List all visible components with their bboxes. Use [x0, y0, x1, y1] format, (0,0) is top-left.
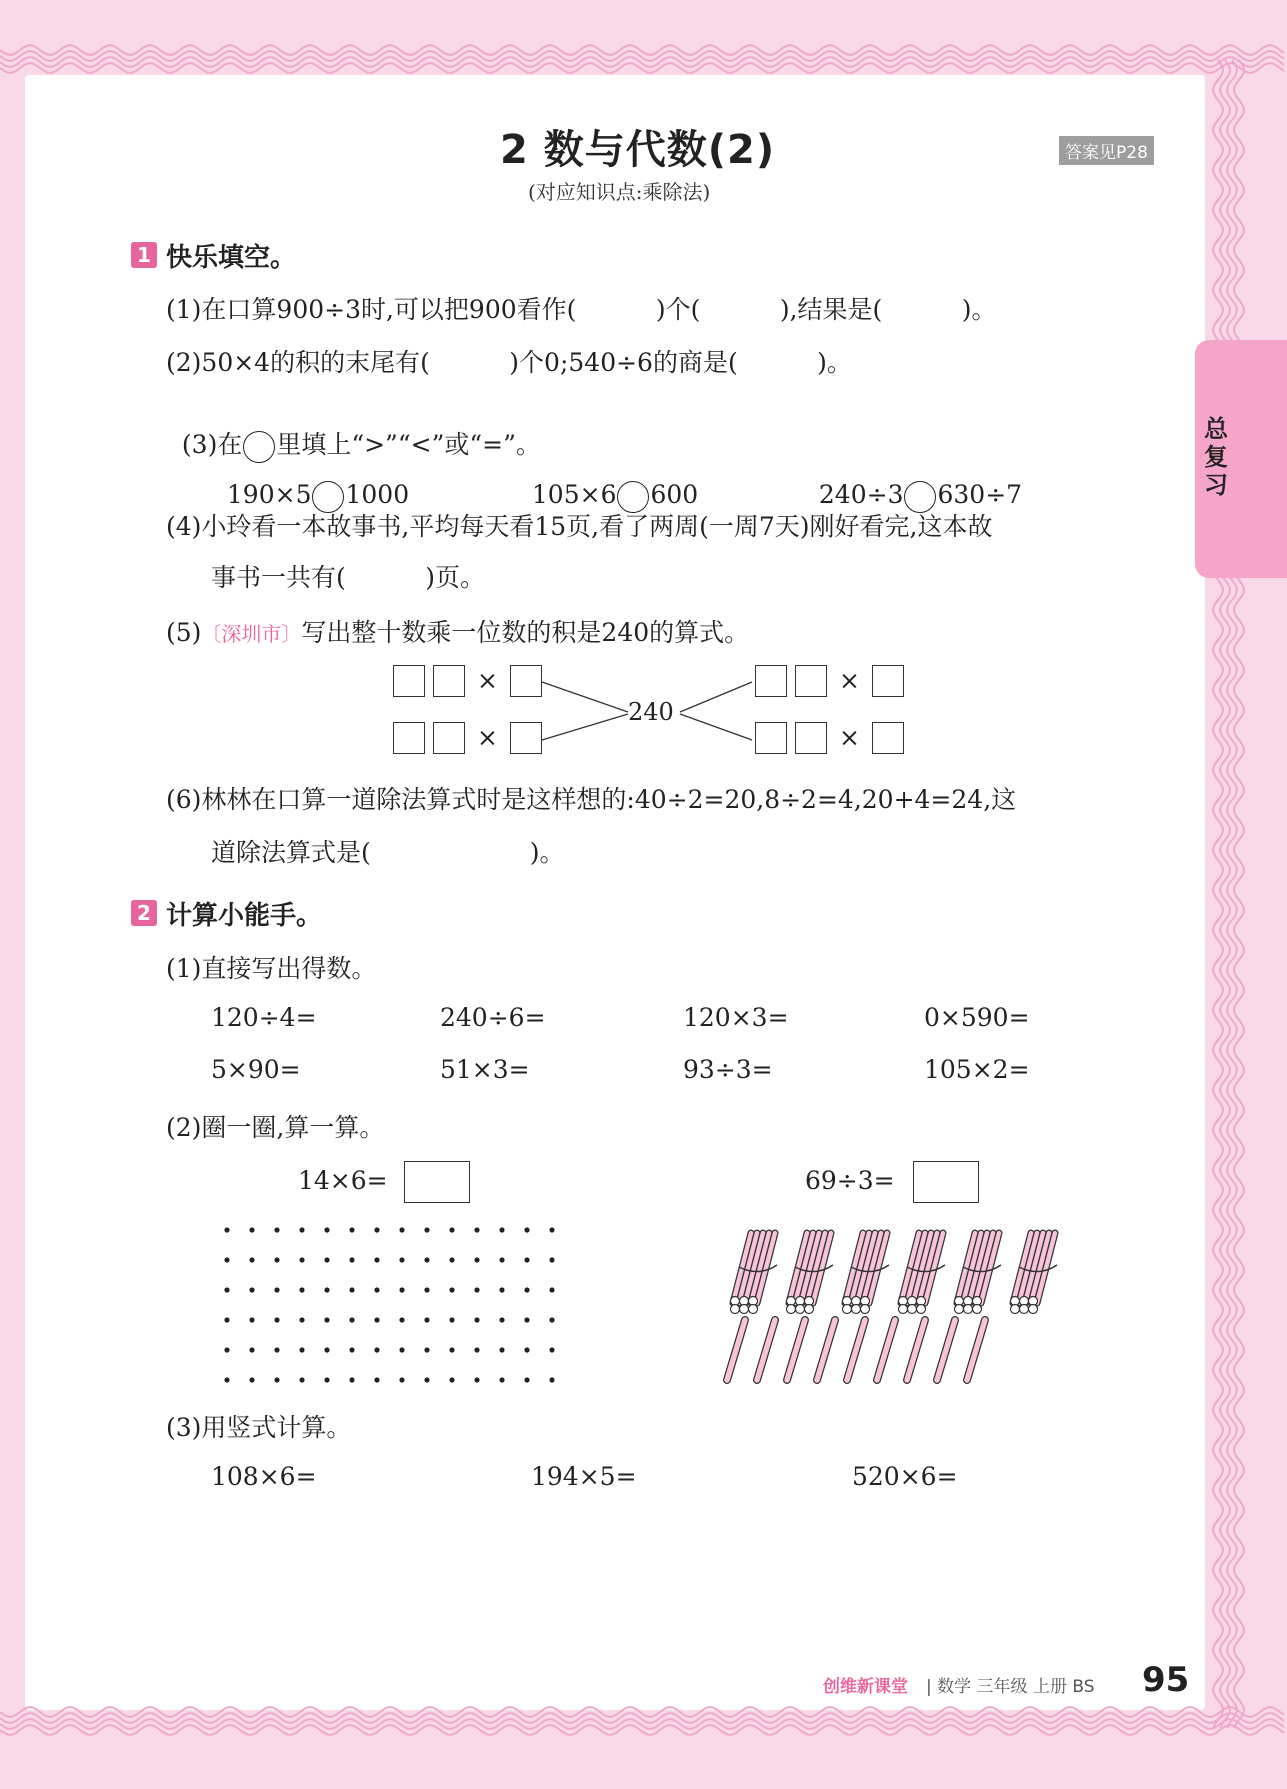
digit-box[interactable] [510, 665, 542, 697]
question-1-1: (1)在口算900÷3时,可以把900看作( )个( ),结果是( )。 [166, 295, 997, 324]
dot [399, 1287, 404, 1292]
question-1-3-prefix: (3)在 [181, 430, 243, 459]
footer-brand: 创维新课堂 [823, 1677, 908, 1697]
times-sign: × [839, 666, 860, 695]
direct-item: 120÷4= [211, 1003, 317, 1032]
compare-item-2 [516, 451, 698, 513]
question-1-4-line2: 事书一共有( )页。 [211, 563, 485, 592]
single-stick [787, 1320, 805, 1380]
direct-item: 93÷3= [683, 1055, 773, 1084]
dot [424, 1347, 429, 1352]
dot [324, 1227, 329, 1232]
dot [349, 1257, 354, 1262]
answer-reference-badge: 答案见P28 [1059, 136, 1154, 165]
digit-box[interactable] [393, 722, 425, 754]
dot [474, 1317, 479, 1322]
dot [499, 1227, 504, 1232]
question-1-4-line1: (4)小玲看一本故事书,平均每天看15页,看了两周(一周7天)刚好看完,这本故 [166, 512, 993, 541]
dot [274, 1347, 279, 1352]
question-1-2: (2)50×4的积的末尾有( )个0;540÷6的商是( )。 [166, 348, 852, 377]
digit-box[interactable] [393, 665, 425, 697]
dot [224, 1317, 229, 1322]
question-1-5-prefix: (5) [166, 618, 202, 647]
direct-item: 5×90= [211, 1055, 301, 1084]
dot [549, 1287, 554, 1292]
dot [274, 1317, 279, 1322]
dot [499, 1287, 504, 1292]
single-stick [757, 1320, 775, 1380]
dot [349, 1377, 354, 1382]
digit-box[interactable] [433, 722, 465, 754]
dot [299, 1227, 304, 1232]
circle-right-equation: 69÷3= [805, 1166, 895, 1195]
dot [299, 1287, 304, 1292]
footer-info: | 数学 三年级 上册 BS [926, 1677, 1095, 1697]
section-1-number: 1 [131, 242, 157, 268]
times-sign: × [477, 723, 498, 752]
dot [349, 1317, 354, 1322]
stick-bundle [899, 1233, 946, 1314]
dot [424, 1227, 429, 1232]
section-2-title: 计算小能手。 [166, 901, 323, 931]
dot [449, 1317, 454, 1322]
dot [249, 1347, 254, 1352]
dot [224, 1227, 229, 1232]
dot [374, 1227, 379, 1232]
dot [449, 1287, 454, 1292]
dot [324, 1377, 329, 1382]
single-stick [877, 1320, 895, 1380]
dot [374, 1317, 379, 1322]
page-title: 2 数与代数(2) [500, 127, 776, 173]
connector-line [542, 682, 628, 712]
dot [549, 1257, 554, 1262]
dot [424, 1257, 429, 1262]
dot [399, 1227, 404, 1232]
digit-box[interactable] [510, 722, 542, 754]
dot [349, 1227, 354, 1232]
direct-item: 51×3= [440, 1055, 530, 1084]
region-tag: 〔深圳市〕 [201, 622, 302, 646]
question-1-6-line1: (6)林林在口算一道除法算式时是这样想的:40÷2=20,8÷2=4,20+4=24,这 [166, 785, 1017, 814]
side-tab-label: 总复习 [1204, 415, 1228, 499]
dot [549, 1377, 554, 1382]
sticks-illustration [715, 1225, 1075, 1390]
dot [249, 1377, 254, 1382]
dot [274, 1257, 279, 1262]
diagram-center-value: 240 [628, 698, 674, 726]
dot [474, 1257, 479, 1262]
dot [274, 1287, 279, 1292]
dot [249, 1227, 254, 1232]
single-stick [937, 1320, 955, 1380]
dot [374, 1377, 379, 1382]
dot [524, 1317, 529, 1322]
section-1-title: 快乐填空。 [166, 243, 297, 273]
question-1-5 [166, 613, 749, 649]
dot [499, 1317, 504, 1322]
dot [449, 1377, 454, 1382]
dot [549, 1347, 554, 1352]
compare-item-1 [211, 451, 409, 513]
compare-right: 600 [650, 480, 699, 509]
dot [524, 1227, 529, 1232]
dot [324, 1287, 329, 1292]
dot [424, 1377, 429, 1382]
dot [299, 1317, 304, 1322]
dot [249, 1287, 254, 1292]
dot [349, 1287, 354, 1292]
dot [424, 1317, 429, 1322]
single-stick [907, 1320, 925, 1380]
dot [274, 1377, 279, 1382]
dot [499, 1377, 504, 1382]
dot [249, 1257, 254, 1262]
stick-bundle [1011, 1233, 1058, 1314]
digit-box[interactable] [872, 665, 904, 697]
dot [224, 1377, 229, 1382]
dot [449, 1257, 454, 1262]
times-sign: × [477, 666, 498, 695]
dot [374, 1287, 379, 1292]
digit-box[interactable] [433, 665, 465, 697]
digit-box[interactable] [795, 665, 827, 697]
dot [224, 1347, 229, 1352]
connector-line [680, 682, 752, 712]
question-2-2: (2)圈一圈,算一算。 [166, 1113, 385, 1142]
dot [524, 1377, 529, 1382]
single-stick [967, 1320, 985, 1380]
direct-item: 240÷6= [440, 1003, 546, 1032]
dot [399, 1347, 404, 1352]
question-1-3-tail: 里填上“>”“<”或“=”。 [276, 430, 541, 459]
stick-bundle [955, 1233, 1002, 1314]
dot [524, 1287, 529, 1292]
compare-left: 190×5 [226, 480, 312, 509]
question-1-6-line2: 道除法算式是( )。 [211, 838, 565, 867]
dot [299, 1377, 304, 1382]
digit-box[interactable] [755, 722, 787, 754]
direct-item: 105×2= [924, 1055, 1030, 1084]
dot [224, 1257, 229, 1262]
dot [374, 1257, 379, 1262]
vertical-item: 108×6= [211, 1462, 317, 1491]
dot [324, 1257, 329, 1262]
dot [224, 1287, 229, 1292]
dot [474, 1347, 479, 1352]
digit-box[interactable] [795, 722, 827, 754]
dot [449, 1227, 454, 1232]
circle-left-equation: 14×6= [298, 1166, 388, 1195]
dot [499, 1257, 504, 1262]
digit-box[interactable] [872, 722, 904, 754]
digit-box[interactable] [755, 665, 787, 697]
answer-box[interactable] [404, 1161, 470, 1203]
dot [324, 1347, 329, 1352]
dot [524, 1347, 529, 1352]
dot [449, 1347, 454, 1352]
dot [524, 1257, 529, 1262]
compare-right: 630÷7 [937, 480, 1023, 509]
dot [399, 1257, 404, 1262]
single-stick [727, 1320, 745, 1380]
section-2-number: 2 [131, 900, 157, 926]
compare-item-3 [803, 451, 1022, 513]
dot [424, 1287, 429, 1292]
vertical-item: 520×6= [852, 1462, 958, 1491]
compare-right: 1000 [345, 480, 410, 509]
stick-bundle [843, 1233, 890, 1314]
dot-array [215, 1220, 575, 1390]
connector-line [542, 714, 628, 740]
question-1-5-text: 写出整十数乘一位数的积是240的算式。 [301, 618, 750, 647]
dot [324, 1317, 329, 1322]
question-2-3: (3)用竖式计算。 [166, 1413, 352, 1442]
stick-bundle [787, 1233, 834, 1314]
dot [499, 1347, 504, 1352]
single-stick [847, 1320, 865, 1380]
direct-item: 0×590= [924, 1003, 1030, 1032]
dot [299, 1257, 304, 1262]
dot [349, 1347, 354, 1352]
stick-bundle [731, 1233, 778, 1314]
dot [549, 1227, 554, 1232]
compare-left: 240÷3 [818, 480, 904, 509]
page-number: 95 [1142, 1660, 1190, 1700]
dot [299, 1347, 304, 1352]
dot [249, 1317, 254, 1322]
dot [399, 1377, 404, 1382]
times-sign: × [839, 723, 860, 752]
dot [374, 1347, 379, 1352]
direct-item: 120×3= [683, 1003, 789, 1032]
vertical-item: 194×5= [531, 1462, 637, 1491]
answer-box[interactable] [913, 1161, 979, 1203]
dot [474, 1227, 479, 1232]
knowledge-point-subtitle: (对应知识点:乘除法) [528, 180, 711, 204]
dot [549, 1317, 554, 1322]
question-2-1: (1)直接写出得数。 [166, 954, 377, 983]
compare-left: 105×6 [531, 480, 617, 509]
single-stick [817, 1320, 835, 1380]
connector-line [680, 714, 752, 740]
dot [274, 1227, 279, 1232]
dot [474, 1287, 479, 1292]
dot [474, 1377, 479, 1382]
dot [399, 1317, 404, 1322]
